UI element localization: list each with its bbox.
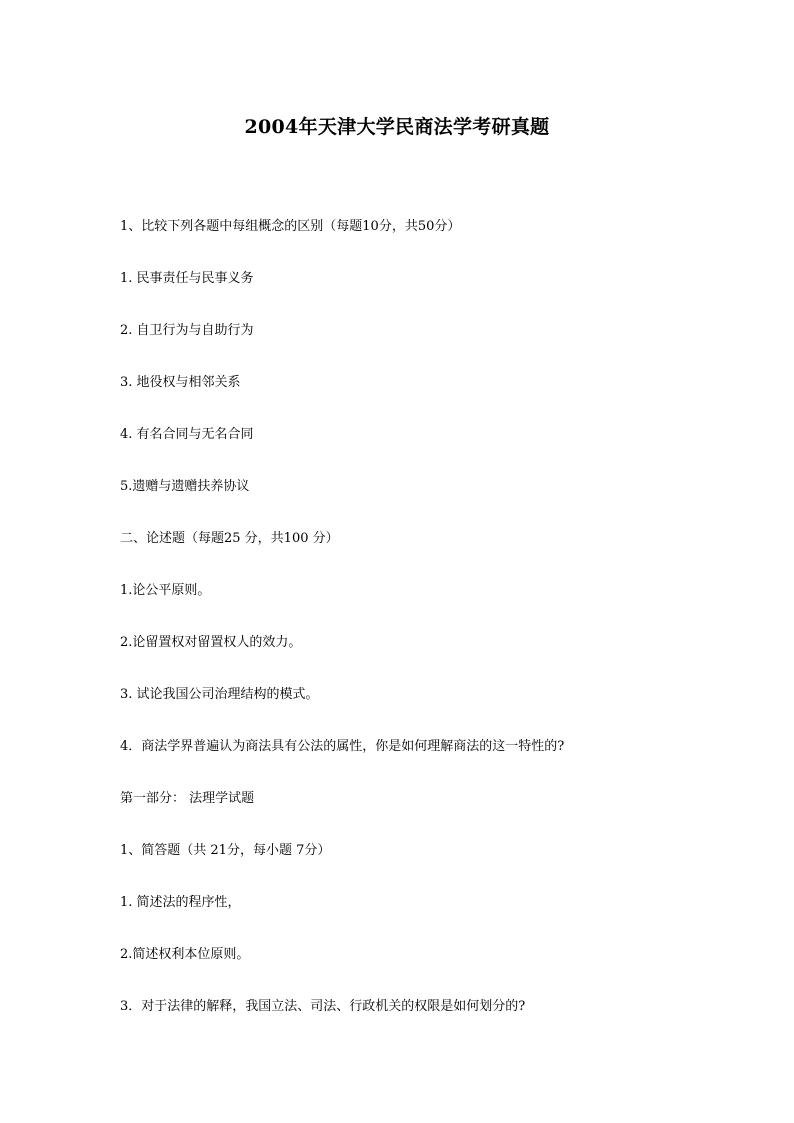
question-2-1: 1.论公平原则。 bbox=[120, 583, 211, 598]
question-1-3: 3. 地役权与相邻关系 bbox=[120, 375, 241, 390]
question-3-1: 1. 简述法的程序性， bbox=[120, 895, 241, 910]
question-2-2: 2.论留置权对留置权人的效力。 bbox=[120, 635, 302, 650]
question-3-3: 3．对于法律的解释，我国立法、司法、行政机关的权限是如何划分的? bbox=[120, 999, 526, 1014]
part-heading: 第一部分： 法理学试题 bbox=[120, 791, 255, 806]
question-1-4: 4. 有名合同与无名合同 bbox=[120, 427, 254, 442]
question-1-5: 5.遗赠与遗赠扶养协议 bbox=[120, 479, 250, 494]
question-2-4: 4．商法学界普遍认为商法具有公法的属性，你是如何理解商法的这一特性的? bbox=[120, 739, 565, 754]
question-1-2: 2. 自卫行为与自助行为 bbox=[120, 323, 254, 338]
question-3-2: 2.简述权利本位原则。 bbox=[120, 947, 250, 962]
section-1-heading: 1、比较下列各题中每组概念的区别（每题10分，共50分） bbox=[120, 219, 461, 234]
question-1-1: 1. 民事责任与民事义务 bbox=[120, 271, 254, 286]
question-2-3: 3. 试论我国公司治理结构的模式。 bbox=[120, 687, 319, 702]
document-title: 2004年天津大学民商法学考研真题 bbox=[244, 116, 550, 138]
section-3-heading: 1、简答题（共 21分，每小题 7分） bbox=[120, 843, 331, 858]
section-2-heading: 二、论述题（每题25 分，共100 分） bbox=[120, 531, 339, 546]
